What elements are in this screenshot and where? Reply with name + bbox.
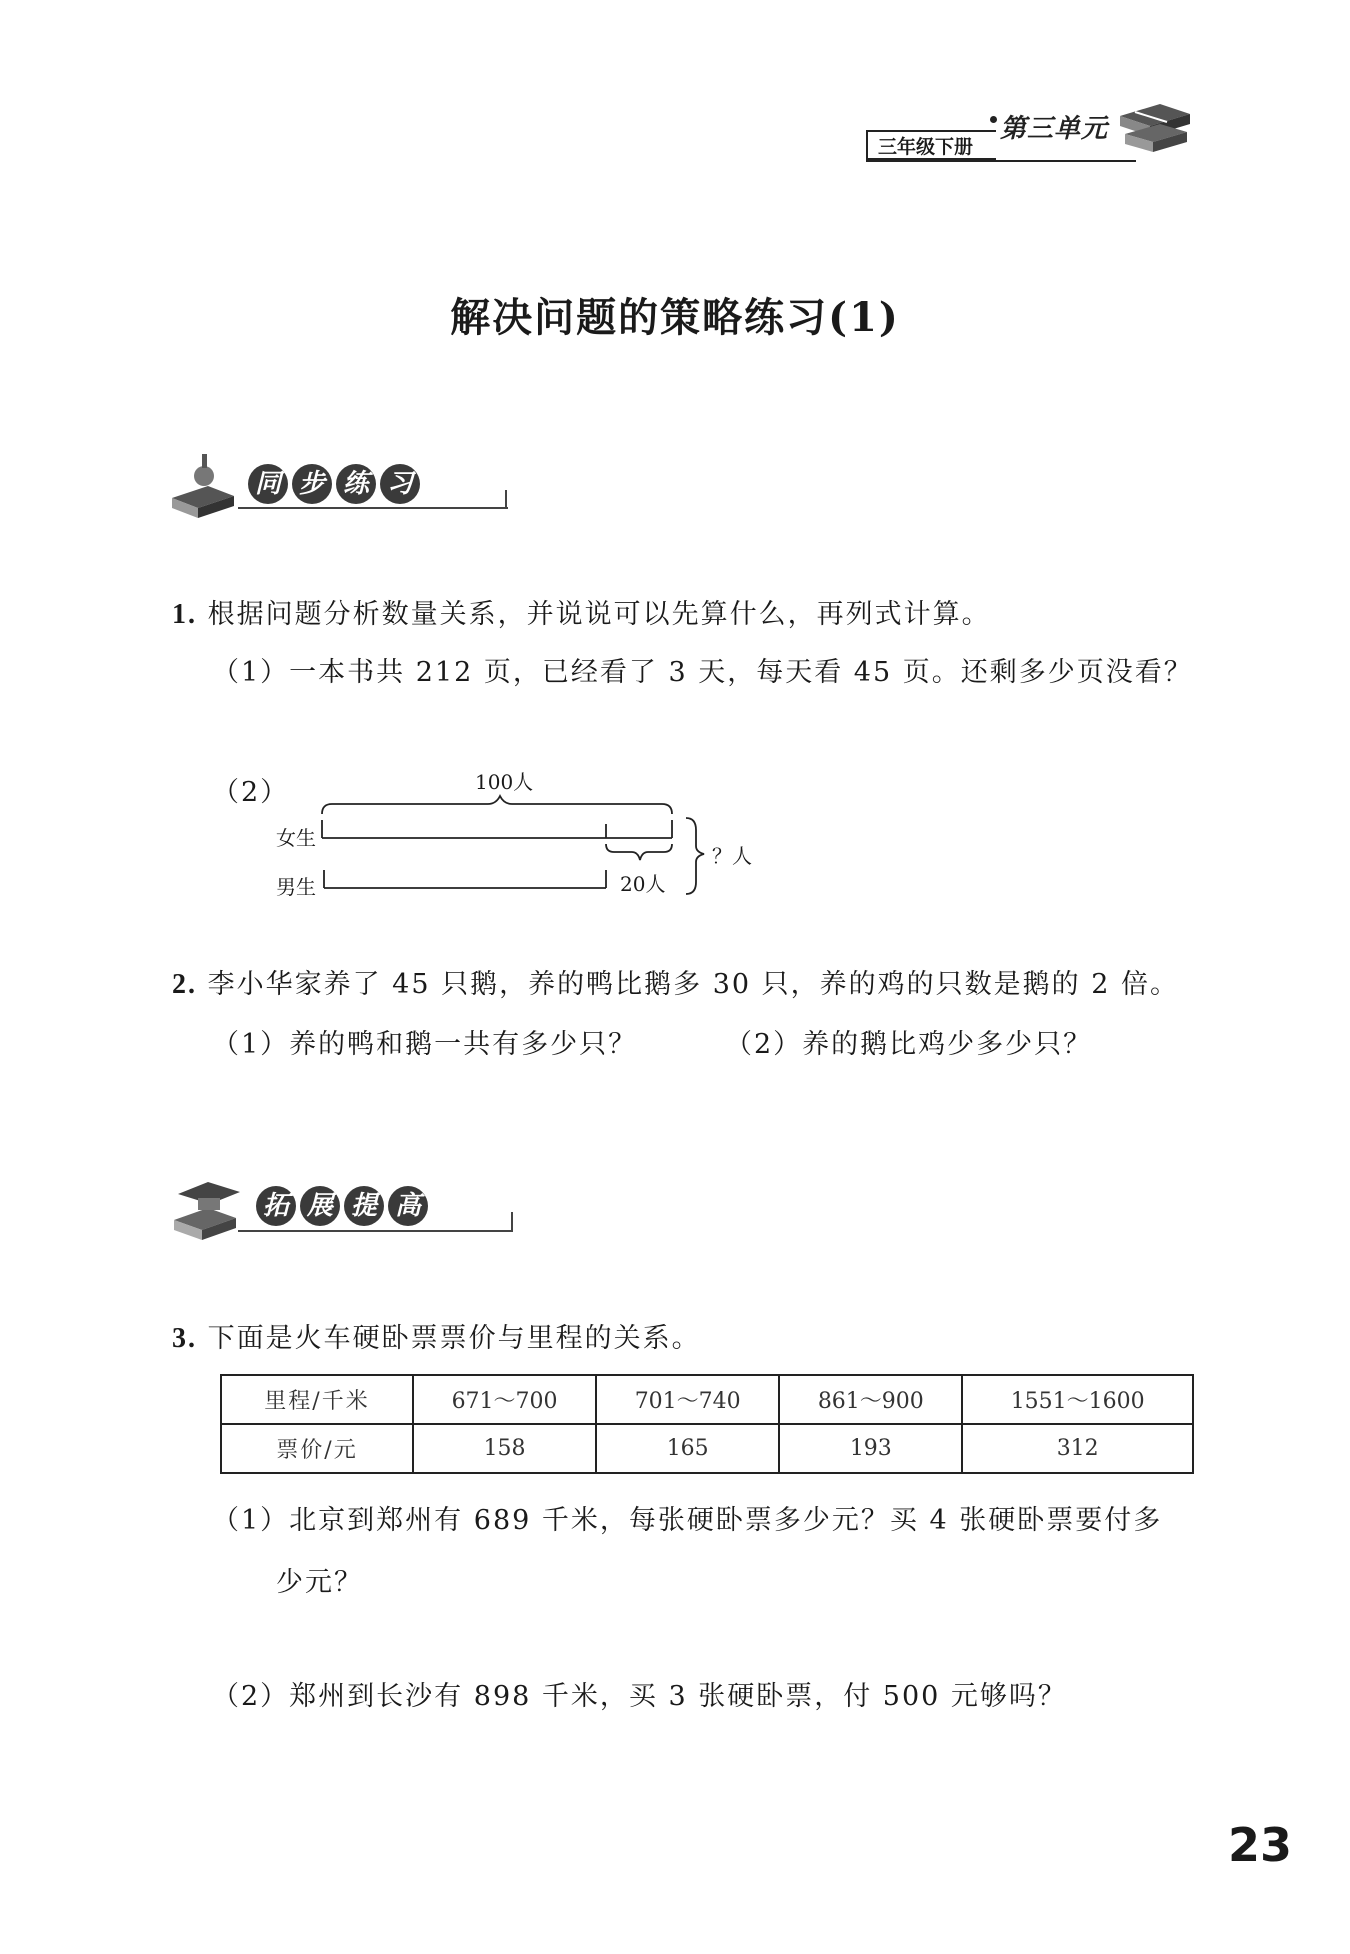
table-cell: 1551～1600 [962,1375,1193,1424]
diagram-girls-label: 女生 [276,826,316,850]
question-number: 2. [172,969,197,1000]
banner-char: 练 [336,464,376,504]
question-3-sub-1-line-2: 少元？ [276,1567,363,1598]
question-1-sub-1: （1）一本书共 212 页，已经看了 3 天，每天看 45 页。还剩多少页没看？ [212,657,1193,688]
banner-char: 习 [380,464,420,504]
table-row [221,1375,1193,1424]
banner-char: 高 [388,1186,428,1226]
page-number: 23 [1227,1818,1292,1872]
header-rule [866,160,1136,162]
diagram-total-label: 100人 [475,770,534,794]
question-2 [172,962,1179,1001]
grade-label: 三年级下册 [866,130,996,160]
question-3-sub-2: （2）郑州到长沙有 898 千米，买 3 张硬卧票，付 500 元够吗？ [212,1681,1067,1712]
table-cell: 671～700 [413,1375,596,1424]
question-text: 李小华家养了 45 只鹅，养的鸭比鹅多 30 只，养的鸡的只数是鹅的 2 倍。 [207,969,1179,1000]
question-number: 1. [172,599,197,630]
table-cell: 165 [596,1424,779,1473]
question-text: 下面是火车硬卧票票价与里程的关系。 [207,1323,701,1354]
books-lamp-icon [168,450,248,530]
table-cell: 861～900 [779,1375,962,1424]
banner-char: 步 [292,464,332,504]
table-cell: 193 [779,1424,962,1473]
section-banner-extend [168,1170,468,1250]
fare-table [220,1374,1194,1474]
question-2-sub-2: （2）养的鹅比鸡少多少只？ [725,1029,1093,1060]
table-cell: 里程/千米 [221,1375,413,1424]
grad-cap-books-icon [168,1170,248,1250]
unit-label: 第三单元 [1000,114,1109,144]
page-title: 解决问题的策略练习(1) [450,294,900,341]
banner-char: 提 [344,1186,384,1226]
section-banner-sync [168,450,468,530]
question-text: 根据问题分析数量关系，并说说可以先算什么，再列式计算。 [207,599,991,630]
diagram-boys-label: 男生 [276,875,316,899]
question-2-sub-1: （1）养的鸭和鹅一共有多少只？ [212,1029,638,1060]
table-cell: 158 [413,1424,596,1473]
diagram-question-label: ？人 [712,844,752,868]
question-1 [172,592,991,631]
diagram-diff-label: 20人 [620,872,666,896]
question-3-sub-1-line-1: （1）北京到郑州有 689 千米，每张硬卧票多少元？买 4 张硬卧票要付多 [212,1505,1163,1536]
header-dot [990,116,997,123]
table-row [221,1424,1193,1473]
banner-char: 同 [248,464,288,504]
segment-diagram [310,790,710,900]
question-3 [172,1316,701,1355]
books-icon [1115,96,1195,166]
banner-char: 拓 [256,1186,296,1226]
question-1-sub-2-label: （2） [212,777,290,808]
question-number: 3. [172,1323,197,1354]
table-cell: 票价/元 [221,1424,413,1473]
table-cell: 701～740 [596,1375,779,1424]
table-cell: 312 [962,1424,1193,1473]
banner-char: 展 [300,1186,340,1226]
